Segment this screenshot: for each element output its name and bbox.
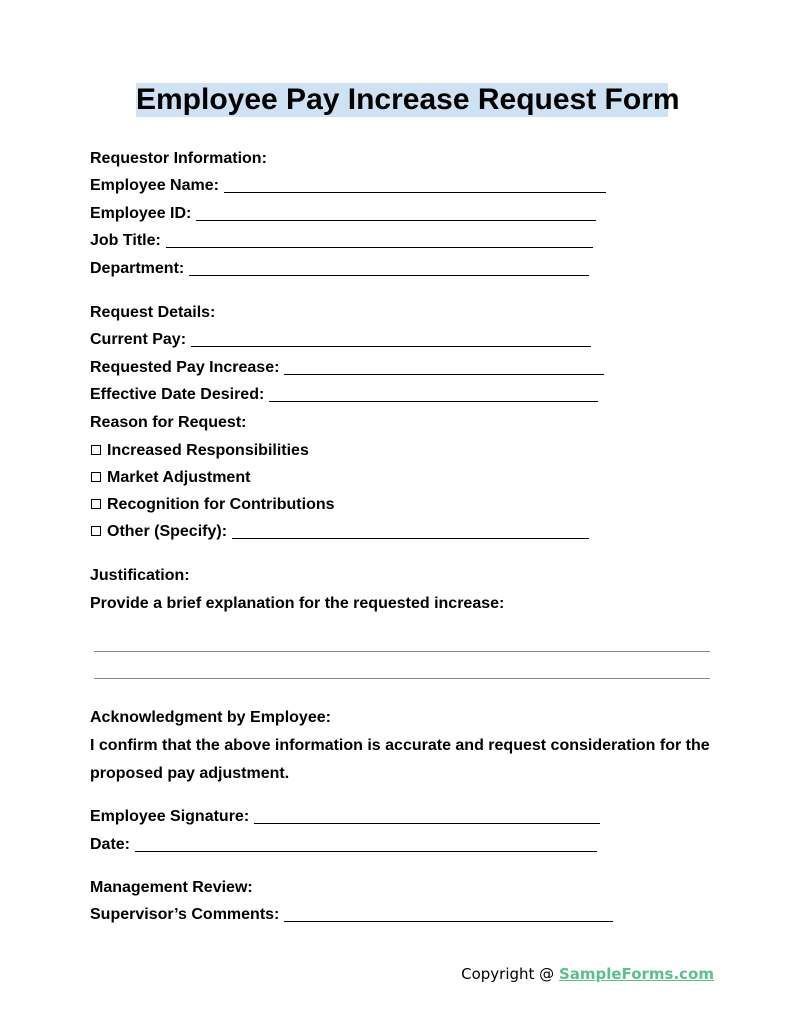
input-line[interactable] bbox=[232, 522, 589, 539]
checkbox-icon[interactable] bbox=[91, 526, 101, 536]
effective-date-field[interactable] bbox=[90, 385, 598, 405]
option-label: Recognition for Contributions bbox=[107, 496, 335, 513]
input-line[interactable] bbox=[254, 807, 600, 824]
copyright bbox=[461, 964, 714, 984]
checkbox-icon[interactable] bbox=[91, 472, 101, 482]
input-line[interactable] bbox=[284, 905, 613, 922]
acknowledgment-text-2: proposed pay adjustment. bbox=[90, 765, 290, 782]
justification-heading: Justification: bbox=[90, 567, 190, 584]
supervisor-comments-field[interactable] bbox=[90, 905, 613, 925]
justification-line-1[interactable] bbox=[94, 651, 710, 652]
justification-line-2[interactable] bbox=[94, 678, 710, 679]
field-label: Requested Pay Increase: bbox=[90, 359, 280, 376]
option-increased-responsibilities[interactable] bbox=[90, 441, 309, 461]
option-recognition[interactable] bbox=[90, 495, 335, 515]
current-pay-field[interactable] bbox=[90, 330, 591, 350]
requestor-heading: Requestor Information: bbox=[90, 150, 267, 167]
checkbox-icon[interactable] bbox=[91, 499, 101, 509]
field-label: Department: bbox=[90, 260, 185, 277]
field-label: Date: bbox=[90, 836, 131, 853]
acknowledgment-heading: Acknowledgment by Employee: bbox=[90, 709, 331, 726]
page-title: Employee Pay Increase Request Form bbox=[136, 83, 680, 116]
input-line[interactable] bbox=[191, 330, 591, 347]
job-title-field[interactable] bbox=[90, 231, 593, 251]
employee-name-field[interactable] bbox=[90, 176, 606, 196]
requested-increase-field[interactable] bbox=[90, 358, 604, 378]
option-market-adjustment[interactable] bbox=[90, 468, 250, 488]
field-label: Employee Name: bbox=[90, 177, 219, 194]
justification-prompt: Provide a brief explanation for the requested increase: bbox=[90, 595, 505, 612]
input-line[interactable] bbox=[224, 176, 606, 193]
employee-id-field[interactable] bbox=[90, 204, 596, 224]
input-line[interactable] bbox=[189, 259, 589, 276]
department-field[interactable] bbox=[90, 259, 589, 279]
reason-label: Reason for Request: bbox=[90, 414, 247, 431]
sampleforms-link[interactable]: SampleForms.com bbox=[558, 965, 714, 983]
field-label: Effective Date Desired: bbox=[90, 386, 265, 403]
employee-signature-field[interactable] bbox=[90, 807, 600, 827]
acknowledgment-text-1: I confirm that the above information is accurate and request consideration for the bbox=[90, 737, 710, 754]
input-line[interactable] bbox=[269, 385, 598, 402]
request-heading: Request Details: bbox=[90, 304, 216, 321]
field-label: Employee Signature: bbox=[90, 808, 250, 825]
input-line[interactable] bbox=[284, 358, 604, 375]
input-line[interactable] bbox=[135, 835, 597, 852]
input-line[interactable] bbox=[196, 204, 596, 221]
input-line[interactable] bbox=[166, 231, 593, 248]
field-label: Job Title: bbox=[90, 232, 161, 249]
option-label: Other (Specify): bbox=[107, 523, 228, 540]
option-label: Market Adjustment bbox=[107, 469, 251, 486]
option-other[interactable] bbox=[90, 522, 589, 542]
field-label: Employee ID: bbox=[90, 205, 192, 222]
date-field[interactable] bbox=[90, 835, 597, 855]
field-label: Current Pay: bbox=[90, 331, 187, 348]
copyright-text: Copyright @ bbox=[461, 965, 559, 983]
field-label: Supervisor’s Comments: bbox=[90, 906, 280, 923]
management-heading: Management Review: bbox=[90, 879, 253, 896]
option-label: Increased Responsibilities bbox=[107, 442, 309, 459]
checkbox-icon[interactable] bbox=[91, 445, 101, 455]
